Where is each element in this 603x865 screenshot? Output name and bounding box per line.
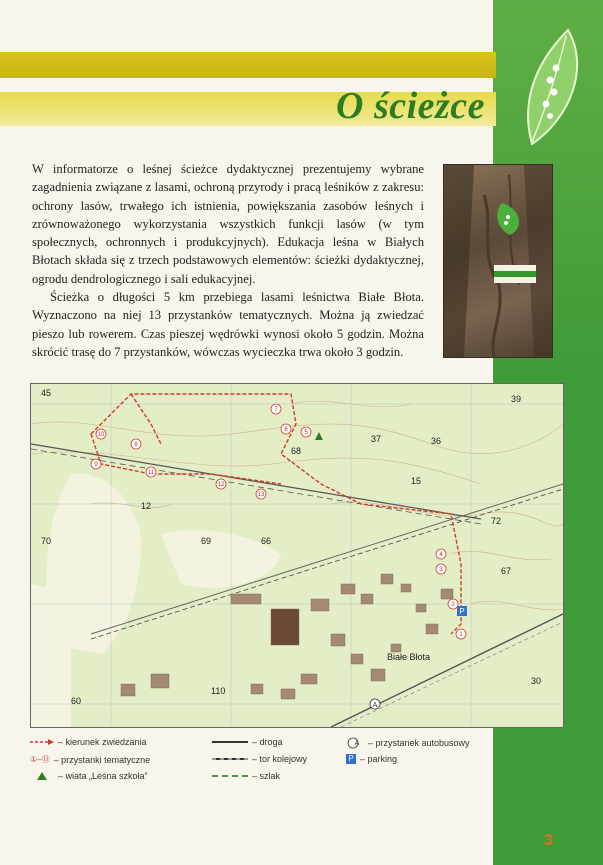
svg-text:110: 110 xyxy=(211,686,226,696)
svg-text:37: 37 xyxy=(371,434,382,444)
legend-stops: ①–⑬ – przystanki tematyczne xyxy=(30,754,151,765)
legend-railway: – tor kolejowy xyxy=(212,754,307,764)
railway-line-icon xyxy=(212,755,248,763)
lily-of-the-valley-leaf-icon xyxy=(520,28,582,146)
svg-text:6: 6 xyxy=(284,427,288,433)
svg-text:39: 39 xyxy=(511,394,522,404)
svg-text:67: 67 xyxy=(501,566,512,576)
svg-text:P: P xyxy=(459,607,465,616)
svg-text:3: 3 xyxy=(439,567,443,573)
svg-text:69: 69 xyxy=(201,536,212,546)
trail-map xyxy=(30,383,564,728)
svg-text:15: 15 xyxy=(411,476,422,486)
svg-text:5: 5 xyxy=(304,430,308,436)
legend-trail: – szlak xyxy=(212,771,280,781)
svg-text:36: 36 xyxy=(431,436,442,446)
direction-arrow-icon xyxy=(30,738,54,746)
svg-text:10: 10 xyxy=(97,432,105,438)
svg-text:13: 13 xyxy=(257,492,265,498)
tree-bark-trail-marker-photo xyxy=(443,164,553,358)
svg-text:12: 12 xyxy=(141,501,152,511)
stop-number-icon: ①–⑬ xyxy=(30,755,50,764)
shelter-triangle-icon xyxy=(30,771,54,781)
svg-text:A: A xyxy=(372,702,378,709)
legend-shelter: – wiata „Leśna szkoła” xyxy=(30,771,148,781)
svg-text:9: 9 xyxy=(94,462,98,468)
svg-text:70: 70 xyxy=(41,536,52,546)
header-stripe-top xyxy=(0,52,496,78)
svg-text:30: 30 xyxy=(531,676,542,686)
map-place-label: Białe Błota xyxy=(387,652,431,662)
page-title: O ścieżce xyxy=(336,85,486,127)
svg-text:45: 45 xyxy=(41,388,52,398)
svg-text:66: 66 xyxy=(261,536,272,546)
page-number: 3 xyxy=(544,832,553,849)
svg-text:12: 12 xyxy=(217,482,225,488)
svg-text:11: 11 xyxy=(147,470,155,476)
svg-text:4: 4 xyxy=(439,552,443,558)
intro-paragraph-1: W informatorze o leśnej ścieżce dydaktycznej prezentujemy wybrane zagadnienia związane z lasami, ochroną przyrody i pracą leśników z zakresu: ochrony lasów, trwałego ich istnienia, powiększania zasobów leśnych i zrównoważonego wykorzystania wszystkich funkcji lasów (w tym społecznych, ochronnych i produkcyjnych). Edukacja leśna w Białych Błotach składa się z trzech podstawowych elementów: ścieżki dydaktycznej, ogrodu dendrologicznego i sali edukacyjnej. xyxy=(32,162,424,286)
intro-text xyxy=(32,160,424,361)
parking-icon: P xyxy=(346,754,356,764)
map-legend xyxy=(30,737,550,797)
svg-text:8: 8 xyxy=(134,442,138,448)
legend-parking: P – parking xyxy=(346,754,397,764)
legend-road: – droga xyxy=(212,737,283,747)
legend-direction: – kierunek zwiedzania xyxy=(30,737,147,747)
legend-bus: A – przystanek autobusowy xyxy=(346,737,470,749)
trail-line-icon xyxy=(212,772,248,780)
svg-text:68: 68 xyxy=(291,446,302,456)
road-line-icon xyxy=(212,738,248,746)
svg-text:7: 7 xyxy=(274,407,278,413)
svg-text:60: 60 xyxy=(71,696,82,706)
svg-text:72: 72 xyxy=(491,516,502,526)
svg-text:1: 1 xyxy=(459,632,463,638)
svg-text:2: 2 xyxy=(451,602,455,608)
intro-paragraph-2: Ścieżka o długości 5 km przebiega lasami leśnictwa Białe Błota. Wyznaczono na niej 13 przystanków tematycznych. Można ją zwiedzać pieszo lub rowerem. Czas pieszej wędrówki wynosi około 5 godzin. Można skrócić trasę do 7 przystanków, wówczas wycieczka trwa około 3 godzin. xyxy=(32,290,424,359)
